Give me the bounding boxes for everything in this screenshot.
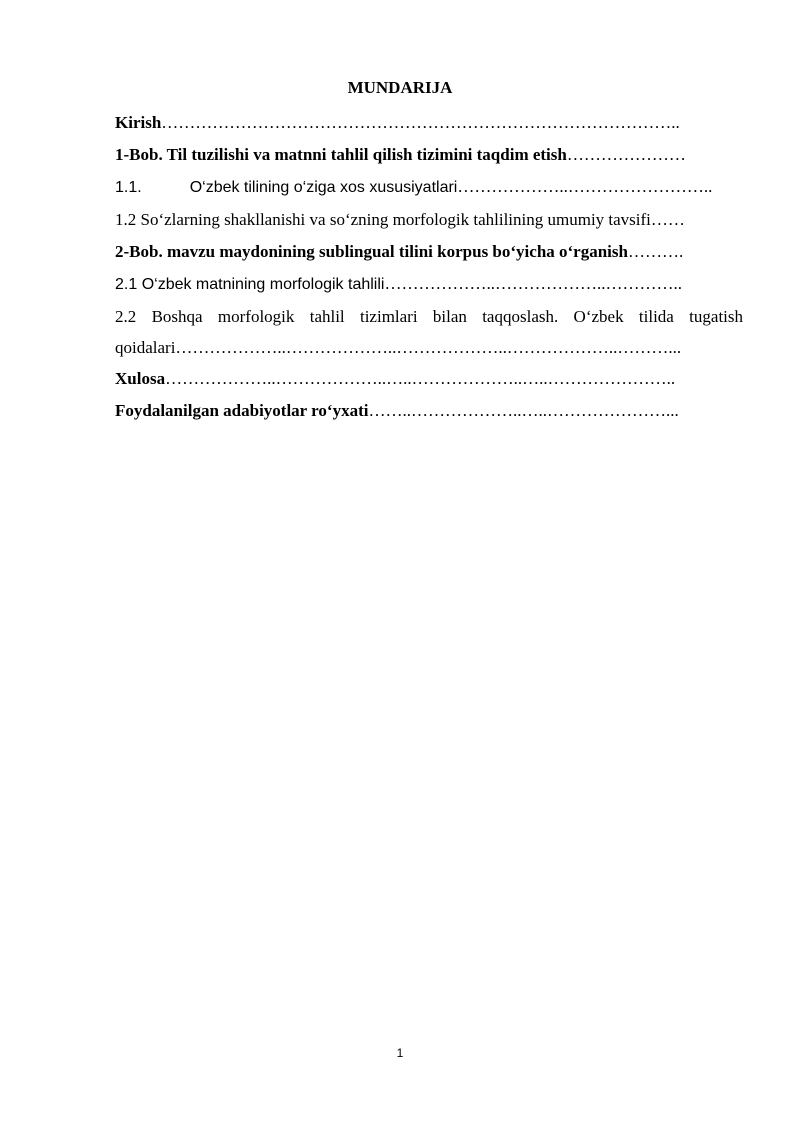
toc-dot-leader: ………………………………………………………………………………..	[161, 113, 680, 132]
toc-dot-leader: ………………..………………..………………..………………..………...	[175, 338, 682, 357]
toc-entry-chapter-2[interactable]	[115, 236, 743, 268]
toc-entry-label: Kirish	[115, 113, 162, 132]
toc-title: MUNDARIJA	[347, 78, 453, 97]
toc-dot-leader: …………………	[566, 145, 686, 164]
toc-entry-kirish[interactable]	[115, 107, 743, 139]
toc-entry-section-1-1[interactable]	[115, 171, 743, 204]
toc-entry-number: 1.1.	[115, 179, 142, 196]
toc-entry-section-2-2[interactable]	[115, 301, 743, 363]
toc-dot-leader: ……..………………..…..…………………...	[368, 401, 679, 420]
toc-entry-label: Foydalanilgan adabiyotlar ro‘yxati	[115, 401, 369, 420]
toc-dot-leader: ………………..………………..…………..	[384, 274, 682, 293]
table-of-contents	[115, 107, 743, 427]
toc-entry-label: 1-Bob. Til tuzilishi va matnni tahlil qilish tizimini taqdim etish	[115, 145, 567, 164]
toc-entry-label: 2.2 Boshqa morfologik tahlil tizimlari bilan taqqoslash. O‘zbek tilida tugatish qoidalari	[115, 307, 743, 357]
toc-entry-label: O‘zbek tilining o‘ziga xos xususiyatlari	[189, 179, 458, 196]
page-number: 1	[396, 1046, 404, 1060]
toc-entry-references[interactable]	[115, 395, 743, 427]
toc-entry-section-2-1[interactable]	[115, 268, 743, 301]
toc-entry-label: 2.1 O‘zbek matnining morfologik tahlili	[115, 276, 385, 293]
toc-entry-label: 1.2 So‘zlarning shakllanishi va so‘zning morfologik tahlilining umumiy tavsifi	[115, 210, 651, 229]
toc-dot-leader: ………………..……………………..	[457, 177, 713, 196]
toc-dot-leader: ……	[650, 210, 685, 229]
toc-dot-leader: ………………..………………..…..………………..…..…………………..	[165, 369, 676, 388]
toc-entry-label: Xulosa	[115, 369, 166, 388]
toc-entry-xulosa[interactable]	[115, 363, 743, 395]
toc-entry-section-1-2[interactable]	[115, 204, 743, 236]
toc-entry-label: 2-Bob. mavzu maydonining sublingual tilini korpus bo‘yicha o‘rganish	[115, 242, 628, 261]
toc-dot-leader: ……….	[627, 242, 684, 261]
toc-entry-chapter-1[interactable]	[115, 139, 743, 171]
